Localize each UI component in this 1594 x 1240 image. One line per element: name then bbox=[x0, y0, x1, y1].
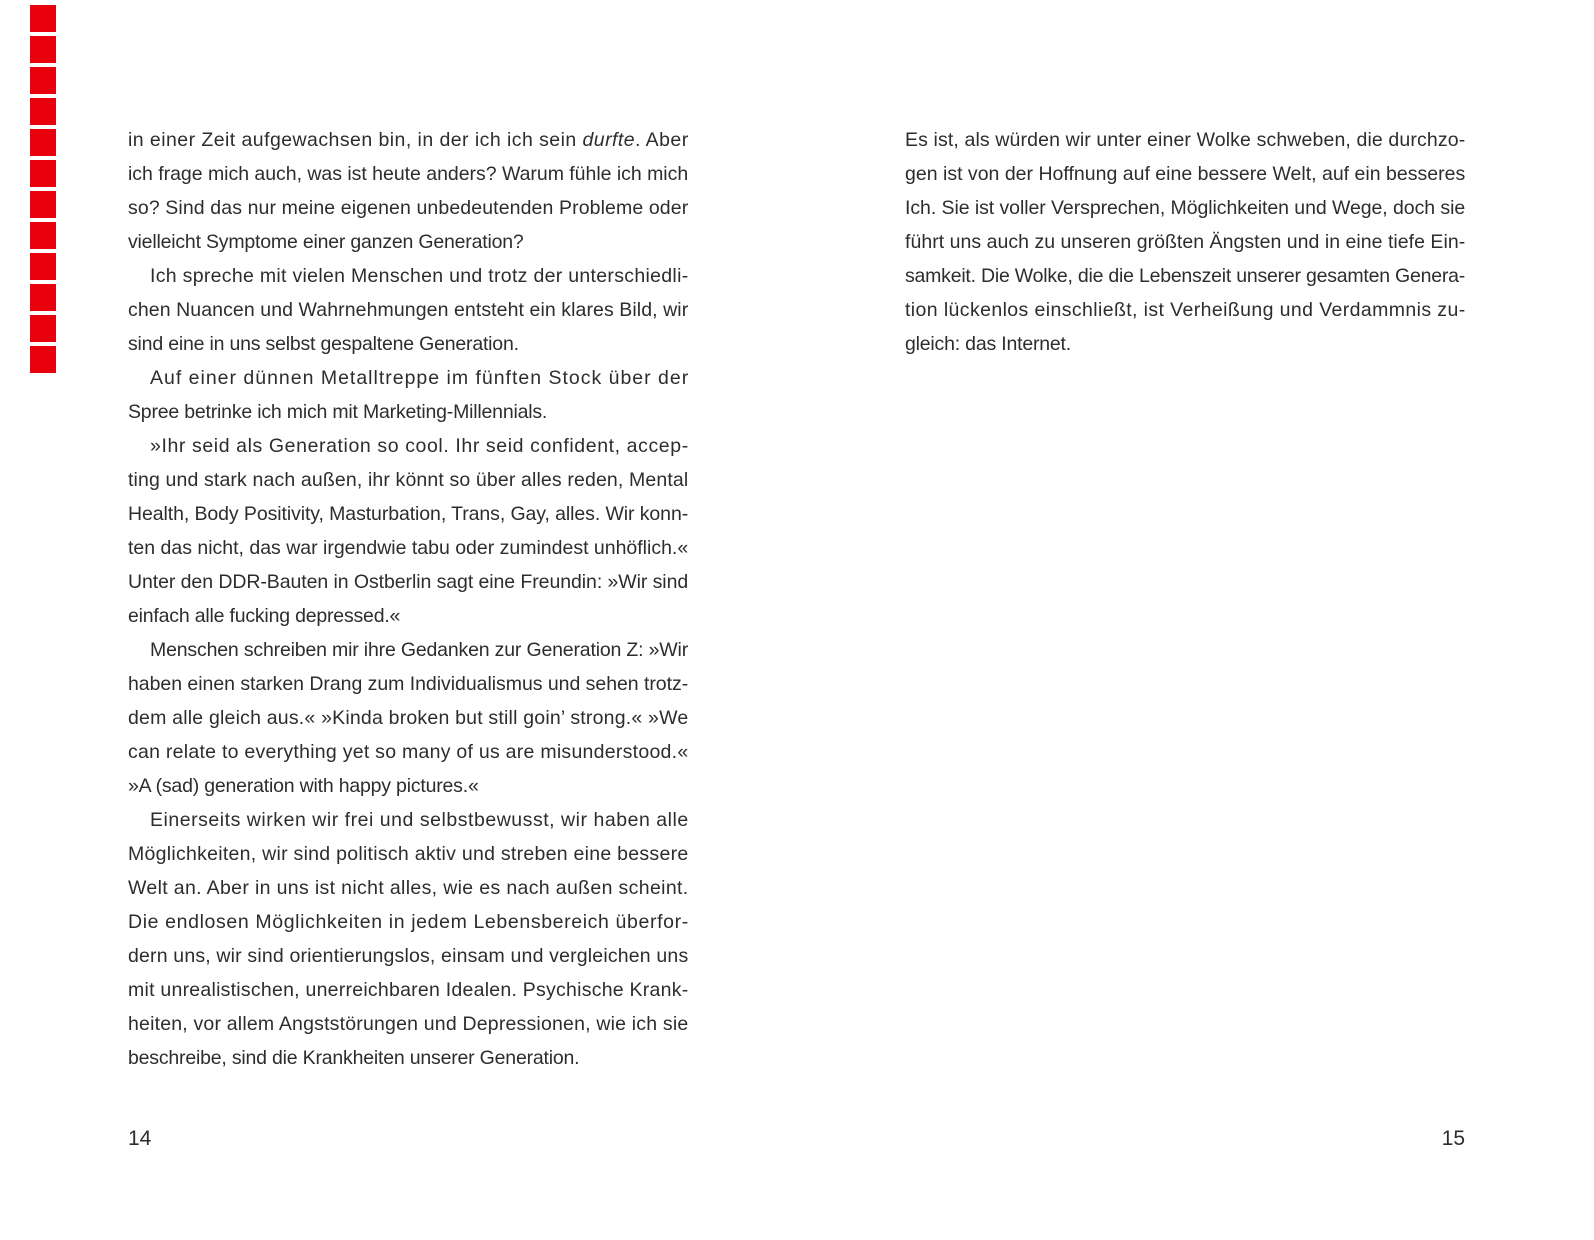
text-line: Die endlosen Möglichkeiten in jedem Lebensbereich überfor- bbox=[128, 911, 688, 933]
text-line: einfach alle fucking depressed.« bbox=[128, 605, 401, 627]
text-line: so? Sind das nur meine eigenen unbedeutenden Probleme oder bbox=[128, 197, 688, 219]
text-line: dern uns, wir sind orientierungslos, einsam und vergleichen uns bbox=[128, 945, 688, 967]
text-line: Spree betrinke ich mich mit Marketing-Millennials. bbox=[128, 401, 548, 423]
text-line: Auf einer dünnen Metalltreppe im fünften Stock über der bbox=[150, 367, 689, 389]
text-line: ting und stark nach außen, ihr könnt so über alles reden, Mental bbox=[128, 469, 688, 491]
text-line: »Ihr seid als Generation so cool. Ihr seid confident, accep- bbox=[150, 435, 688, 457]
page-number-right: 15 bbox=[1441, 1127, 1465, 1150]
text-line: mit unrealistischen, unerreichbaren Idealen. Psychische Krank- bbox=[128, 979, 688, 1001]
text-line: Möglichkeiten, wir sind politisch aktiv und streben eine bessere bbox=[128, 843, 688, 865]
text-line: ten das nicht, das war irgendwie tabu oder zumindest unhöflich.« bbox=[128, 537, 688, 559]
text-line: chen Nuancen und Wahrnehmungen entsteht ein klares Bild, wir bbox=[128, 299, 688, 321]
text-line: Health, Body Positivity, Masturbation, Trans, Gay, alles. Wir konn- bbox=[128, 503, 688, 525]
text-line: führt uns auch zu unseren größten Ängsten und in eine tiefe Ein- bbox=[905, 231, 1465, 253]
text-line: »A (sad) generation with happy pictures.« bbox=[128, 775, 479, 797]
text-line: gen ist von der Hoffnung auf eine bessere Welt, auf ein besseres bbox=[905, 163, 1465, 185]
text-line: vielleicht Symptome einer ganzen Generation? bbox=[128, 231, 524, 253]
text-line: Unter den DDR-Bauten in Ostberlin sagt eine Freundin: »Wir sind bbox=[128, 571, 688, 593]
text-line: samkeit. Die Wolke, die die Lebenszeit unserer gesamten Genera- bbox=[905, 265, 1465, 287]
text-line: can relate to everything yet so many of us are misunderstood.« bbox=[128, 741, 688, 763]
text-line: tion lückenlos einschließt, ist Verheißung und Verdammnis zu- bbox=[905, 299, 1465, 321]
text-line: heiten, vor allem Angststörungen und Depressionen, wie ich sie bbox=[128, 1013, 688, 1035]
text-line: sind eine in uns selbst gespaltene Generation. bbox=[128, 333, 519, 355]
text-line: Ich spreche mit vielen Menschen und trotz der unterschiedli- bbox=[150, 265, 688, 287]
text-line: in einer Zeit aufgewachsen bin, in der ich ich sein durfte. Aber bbox=[128, 129, 688, 151]
text-line: dem alle gleich aus.« »Kinda broken but still goin’ strong.« »We bbox=[128, 707, 688, 729]
text-line: ich frage mich auch, was ist heute anders? Warum fühle ich mich bbox=[128, 163, 688, 185]
text-line: Welt an. Aber in uns ist nicht alles, wie es nach außen scheint. bbox=[128, 877, 688, 899]
text-line: Es ist, als würden wir unter einer Wolke schweben, die durchzo- bbox=[905, 129, 1465, 151]
text-line: haben einen starken Drang zum Individualismus und sehen trotz- bbox=[128, 673, 688, 695]
text-line: Ich. Sie ist voller Versprechen, Möglichkeiten und Wege, doch sie bbox=[905, 197, 1465, 219]
right-page-text-block bbox=[905, 0, 1467, 1240]
text-line: gleich: das Internet. bbox=[905, 333, 1071, 355]
page-number-left: 14 bbox=[128, 1127, 152, 1150]
left-page-text-block bbox=[128, 0, 690, 1240]
text-line: Menschen schreiben mir ihre Gedanken zur Generation Z: »Wir bbox=[150, 639, 688, 661]
text-line: Einerseits wirken wir frei und selbstbewusst, wir haben alle bbox=[150, 809, 688, 831]
text-line: beschreibe, sind die Krankheiten unserer Generation. bbox=[128, 1047, 580, 1069]
